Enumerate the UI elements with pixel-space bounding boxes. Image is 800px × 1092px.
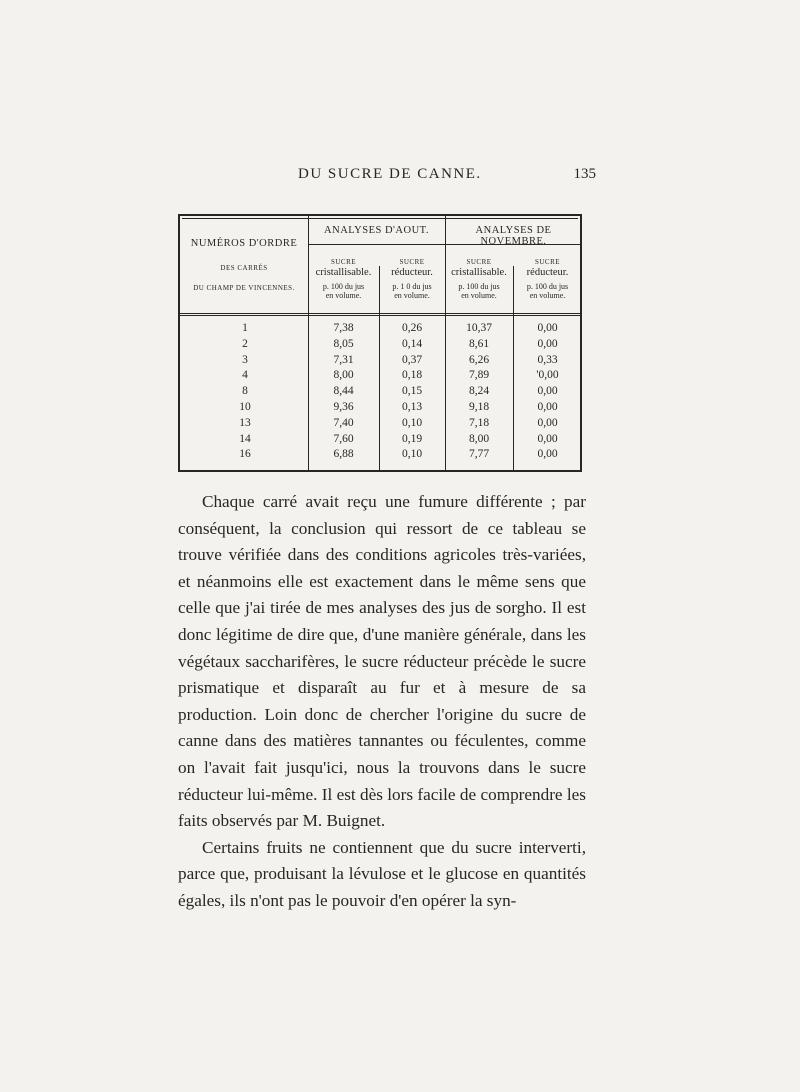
table-cell: 0,00 — [537, 337, 558, 350]
table-cell: 10 — [239, 400, 251, 413]
table-cell: 8,05 — [333, 337, 354, 350]
table-cell: 0,10 — [401, 416, 423, 429]
table-cell: 0,10 — [401, 448, 423, 461]
body-text — [178, 489, 586, 915]
first-column-heading: NUMÉROS D'ORDRE — [190, 238, 298, 249]
table-cell: 8,44 — [333, 385, 354, 398]
table-cell: 8,00 — [333, 369, 354, 382]
table-cell: '0,00 — [536, 369, 559, 382]
table-cell: 0,00 — [537, 416, 558, 429]
table-cell: 0,00 — [537, 385, 558, 398]
subcolumn-header: SUCRE réducteur. p. 100 du jus en volume. — [526, 258, 569, 300]
table-cell: 9,36 — [333, 400, 354, 413]
table-cell: 8 — [242, 385, 248, 398]
running-title: DU SUCRE DE CANNE. — [298, 166, 482, 182]
table-cell: 8,00 — [468, 432, 490, 445]
table-cell: 0,37 — [401, 353, 423, 366]
group-header-aout: ANALYSES D'AOUT. — [324, 225, 429, 236]
column-novembre-reducteur — [513, 321, 582, 463]
paragraph: Certains fruits ne contiennent que du sucre interverti, parce que, produisant la lévulose et le glucose en quantités égales, ils n'ont pas le pouvoir d'en opérer la syn- — [178, 837, 586, 910]
data-table — [178, 214, 582, 472]
table-cell: 8,24 — [468, 385, 490, 398]
subcolumn-header: SUCRE réducteur. p. 1 0 du jus en volume. — [391, 258, 433, 300]
table-cell: 0,19 — [401, 432, 423, 445]
table-cell: 0,33 — [537, 353, 558, 366]
table-cell: 0,00 — [537, 448, 558, 461]
table-cell: 0,14 — [401, 337, 423, 350]
table-cell: 0,13 — [401, 400, 423, 413]
subcolumn-header: SUCRE cristallisable. p. 100 du jus en volume. — [315, 258, 372, 300]
table-cell: 7,60 — [333, 432, 354, 445]
table-cell: 7,77 — [468, 448, 490, 461]
column-numeros — [220, 321, 270, 463]
running-head — [176, 166, 596, 188]
page-number: 135 — [573, 166, 596, 182]
table-cell: 0,00 — [537, 400, 558, 413]
first-column-subheading: DES CARRÉS — [220, 264, 268, 272]
table-cell: 6,26 — [468, 353, 490, 366]
first-column-subheading: DU CHAMP DE VINCENNES. — [193, 284, 295, 292]
table-cell: 7,40 — [333, 416, 354, 429]
table-cell: 7,31 — [333, 353, 354, 366]
column-aout-reducteur — [379, 321, 445, 463]
table-cell: 2 — [242, 337, 248, 350]
table-cell: 6,88 — [333, 448, 354, 461]
table-cell: 0,26 — [401, 322, 423, 334]
column-novembre-cristallisable — [445, 321, 513, 463]
group-header-novembre: ANALYSES DE NOVEMBRE. — [475, 225, 552, 247]
subcolumn-header: SUCRE cristallisable. p. 100 du jus en volume. — [451, 258, 507, 300]
table-cell: 0,00 — [537, 322, 558, 334]
table-cell: 16 — [239, 448, 251, 461]
paragraph: Chaque carré avait reçu une fumure différente ; par conséquent, la conclusion qui ressort de ce tableau se trouve vérifiée dans des conditions agricoles très-variées, et néanmoins elle est exactement dans le même sens que celle que j'ai tirée de mes analyses des jus de sorgho. Il est donc légitime de dire que, d'une manière générale, dans les végétaux saccharifères, le sucre réducteur précède le sucre prismatique et disparaît au fur et à mesure de sa production. Loin donc de chercher l'origine du sucre de canne dans des matières tannantes ou féculentes, comme on l'avait fait jusqu'ici, nous la trouvons dans le sucre réducteur lui-même. Il est dès lors facile de comprendre les faits observés par M. Buignet. — [178, 492, 586, 831]
table-cell: 4 — [242, 369, 248, 382]
table-cell: 0,15 — [401, 385, 423, 398]
column-aout-cristallisable — [308, 321, 379, 463]
table-cell: 14 — [239, 432, 251, 445]
table-cell: 10,37 — [466, 322, 492, 334]
table-cell: 3 — [242, 353, 248, 366]
table-cell: 7,38 — [333, 322, 354, 334]
table-cell: 0,00 — [537, 432, 558, 445]
table-cell: 7,18 — [468, 416, 490, 429]
table-cell: 13 — [239, 416, 251, 429]
table-cell: 1 — [242, 322, 248, 334]
table-cell: 7,89 — [468, 369, 490, 382]
table-cell: 9,18 — [468, 400, 490, 413]
table-cell: 0,18 — [401, 369, 423, 382]
table-cell: 8,61 — [468, 337, 490, 350]
